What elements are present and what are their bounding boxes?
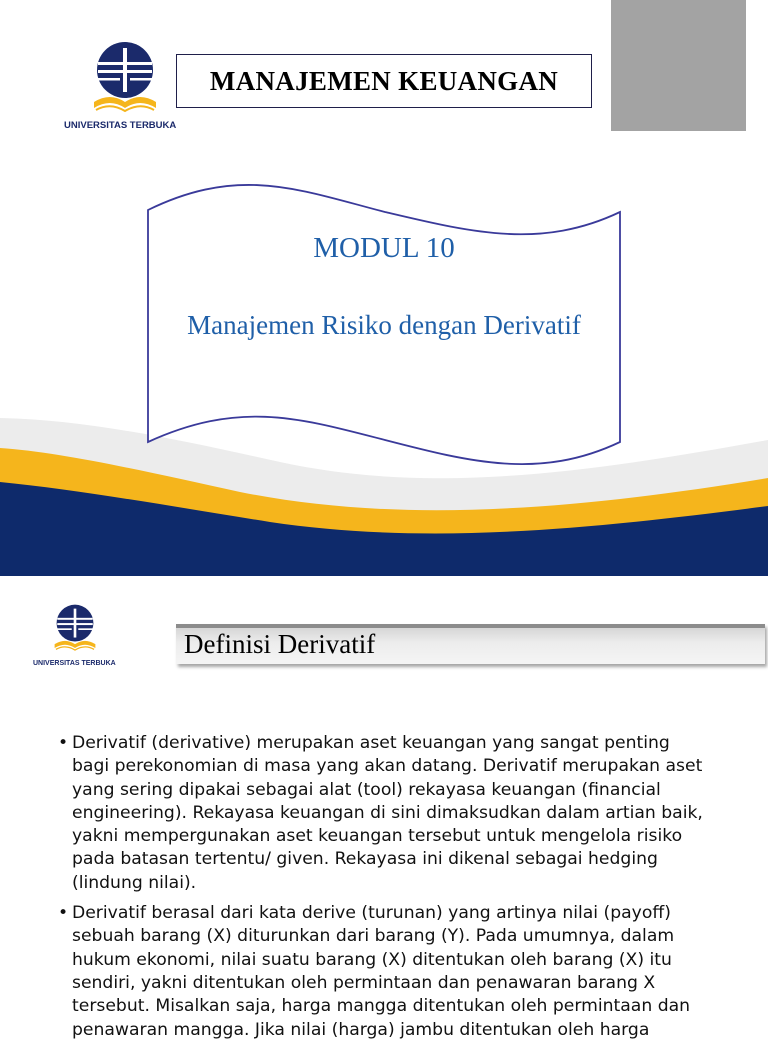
bullet-item xyxy=(58,902,708,1042)
module-number: MODUL 10 xyxy=(313,232,455,264)
bullet-text: Derivatif berasal dari kata derive (turunan) yang artinya nilai (payoff) sebuah barang (X) diturunkan dari barang (Y). Pada umumnya, dalam hukum ekonomi, nilai suatu barang (X) ditentukan oleh barang (X) itu sendiri, yakni ditentukan oleh permintaan dan penawaran barang X tersebut. Misalkan saja, harga mangga ditentukan oleh permintaan dan penawaran mangga. Jika nilai (harga) jambu ditentukan oleh harga xyxy=(72,903,691,1040)
bullet-text: Derivatif (derivative) merupakan aset keuangan yang sangat penting bagi perekonomian di masa yang akan datang. Derivatif merupakan aset yang sering dipakai sebagai alat (tool) rekayasa keuangan (financial engineering). Rekayasa keuangan di sini dimaksudkan dalam artian baik, yakni mempergunakan aset keuangan tersebut untuk mengelola risiko pada batasan tertentu/ given. Rekayasa ini dikenal sebagai hedging (lindung nilai). xyxy=(72,733,703,893)
bullet-icon: • xyxy=(58,903,69,924)
logo-caption: UNIVERSITAS TERBUKA xyxy=(64,120,177,131)
heading-bar xyxy=(176,624,765,664)
bullet-list xyxy=(58,732,708,1049)
module-subtitle: Manajemen Risiko dengan Derivatif xyxy=(187,310,581,340)
slide-heading: Definisi Derivatif xyxy=(184,629,376,659)
bullet-icon: • xyxy=(58,733,69,753)
universitas-terbuka-logo xyxy=(52,602,98,656)
bullet-item xyxy=(58,732,708,895)
definition-slide xyxy=(0,576,768,1040)
logo-caption: UNIVERSITAS TERBUKA xyxy=(33,660,116,667)
course-title: MANAJEMEN KEUANGAN xyxy=(209,65,559,96)
